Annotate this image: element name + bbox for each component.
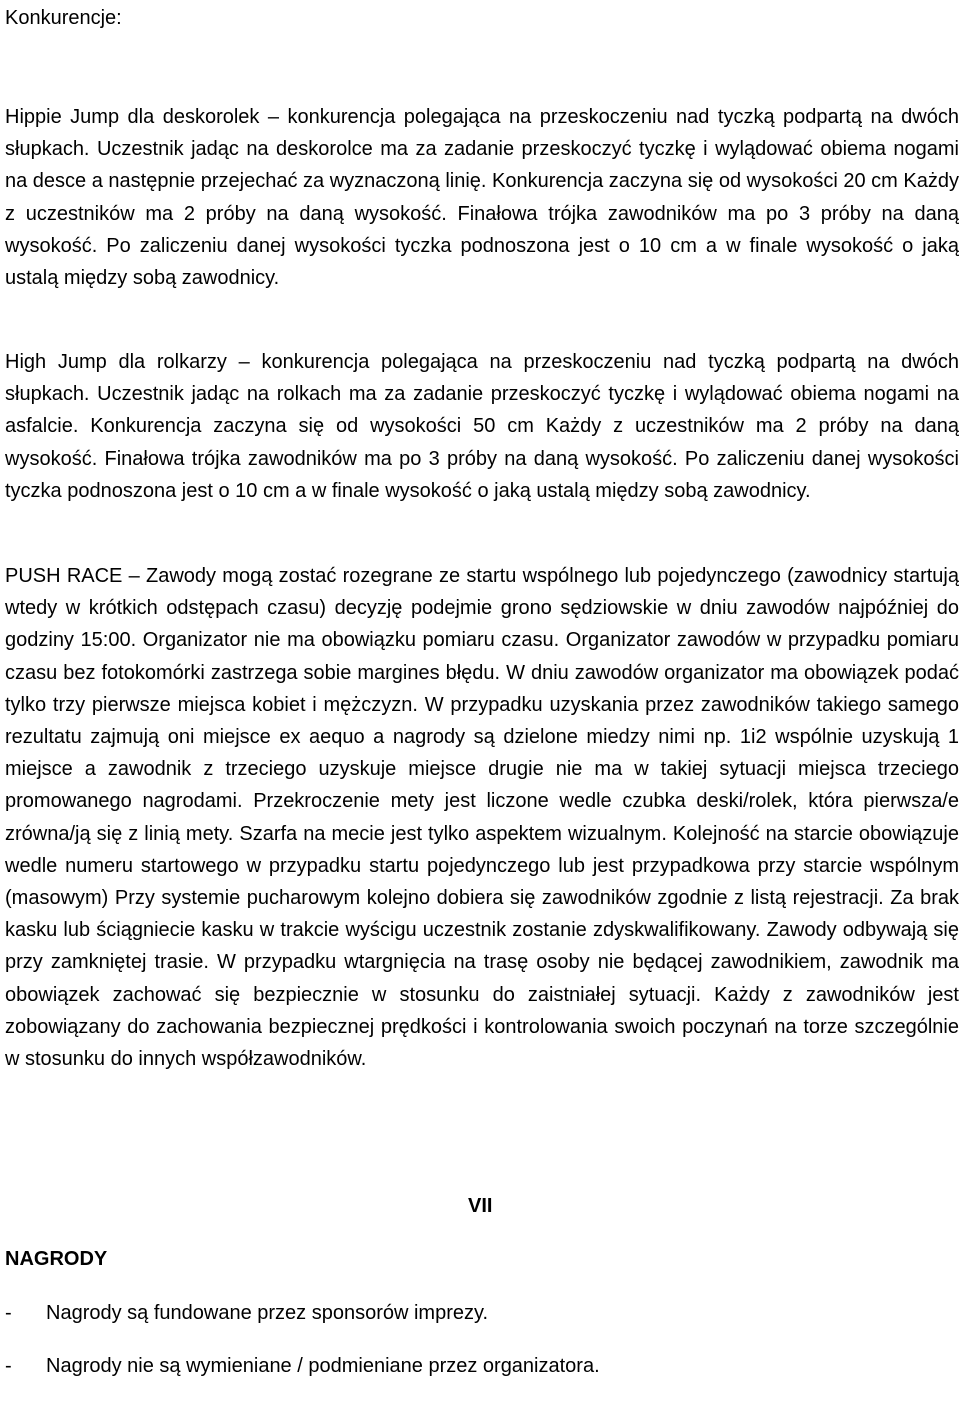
push-race-paragraph: PUSH RACE – Zawody mogą zostać rozegrane ze startu wspólnego lub pojedynczego (zawodnicy startują wtedy w krótkich odstępach czasu) decyzję podejmie grono sędziowskie w dniu zawodów najpóźniej do godziny 15:00. Organizator nie ma obowiązku pomiaru czasu. Organizator zawodów w przypadku pomiaru czasu bez fotokomórki zastrzega sobie margines błędu. W dniu zawodów organizator ma obowiązek podać tylko trzy pierwsze miejsca kobiet i mężczyzn. W przypadku uzyskania przez zawodników takiego samego rezultatu zajmują oni miejsce ex aequo a nagrody są dzielone miedzy nimi np. 1i2 wspólnie uzyskują 1 miejsce a zawodnik z trzeciego uzyskuje miejsce drugie nie ma w takiej sytuacji miejsca trzeciego promowanego nagrodami. Przekroczenie mety jest liczone wedle czubka deski/rolek, która pierwsza/e zrówna/ją się z linią mety. Szarfa na mecie jest tylko aspektem wizualnym. Kolejność na starcie obowiązuje wedle numeru startowego w przypadku startu pojedynczego lub jest przypadkowa przy starcie wspólnym (masowym) Przy systemie pucharowym kolejno dobiera się zawodników zgodnie z listą rejestracji. Za brak kasku lub ściągniecie kasku w trakcie wyścigu uczestnik zostanie zdyskwalifikowany. Zawody odbywają się przy zamkniętej trasie. W przypadku wtargnięcia na trasę osoby nie będącej zawodnikiem, zawodnik ma obowiązek zachować się bezpiecznie w stosunku do zaistniałej sytuacji. Każdy z zawodników jest zobowiązany do zachowania bezpiecznej prędkości i kontrolowania swoich poczynań na torze szczególnie w stosunku do innych współzawodników. — [5, 565, 959, 1071]
list-item — [5, 1350, 959, 1382]
list-bullet: - — [5, 1355, 12, 1377]
list-bullet: - — [5, 1302, 12, 1324]
hippie-jump-paragraph: Hippie Jump dla deskorolek – konkurencja polegająca na przeskoczeniu nad tyczką podpartą na dwóch słupkach. Uczestnik jadąc na deskorolce ma za zadanie przeskoczyć tyczkę i wylądować obiema nogami na desce a następnie przejechać za wyznaczoną linię. Konkurencja zaczyna się od wysokości 20 cm Każdy z uczestników ma 2 próby na daną wysokość. Finałowa trójka zawodników ma po 3 próby na daną wysokość. Po zaliczeniu danej wysokości tyczka podnoszona jest o 10 cm a w finale wysokość o jaką ustalą między sobą zawodnicy. — [5, 106, 959, 290]
competitions-heading: Konkurencje: — [5, 7, 122, 29]
list-item-text: Nagrody nie są wymieniane / podmieniane przez organizatora. — [46, 1355, 600, 1377]
section-number: VII — [468, 1195, 493, 1217]
list-item — [5, 1297, 959, 1329]
prizes-list — [5, 1297, 959, 1403]
list-item-text: Nagrody są fundowane przez sponsorów imprezy. — [46, 1302, 489, 1324]
high-jump-paragraph: High Jump dla rolkarzy – konkurencja polegająca na przeskoczeniu nad tyczką podpartą na dwóch słupkach. Uczestnik jadąc na rolkach ma za zadanie przeskoczyć tyczkę i wylądować obiema nogami na asfalcie. Konkurencja zaczyna się od wysokości 50 cm Każdy z uczestników ma 2 próby na daną wysokość. Finałowa trójka zawodników ma po 3 próby na daną wysokość. Po zaliczeniu danej wysokości tyczka podnoszona jest o 10 cm a w finale wysokość o jaką ustalą między sobą zawodnicy. — [5, 351, 959, 502]
prizes-section-title: NAGRODY — [5, 1248, 108, 1270]
